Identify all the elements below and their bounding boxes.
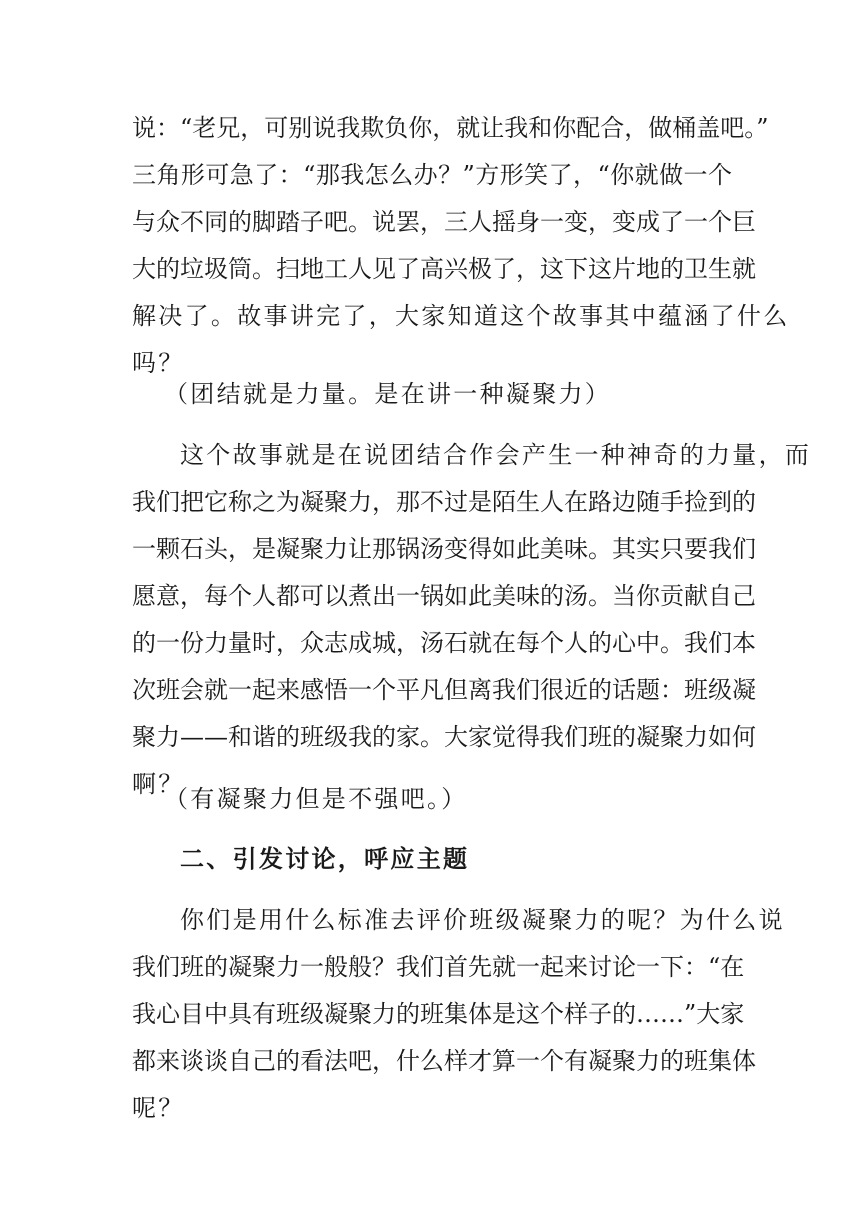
paragraph-line: 的一份力量时，众志成城，汤石就在每个人的心中。我们本 xyxy=(132,629,756,657)
paragraph-line: 愿意，每个人都可以煮出一锅如此美味的汤。当你贡献自己 xyxy=(132,582,756,610)
paragraph-line: 大的垃圾筒。扫地工人见了高兴极了，这下这片地的卫生就 xyxy=(132,255,756,283)
paragraph-line: 解决了。故事讲完了，大家知道这个故事其中蕴涵了什么 xyxy=(132,302,790,330)
paragraph-line-end: 吗？ xyxy=(132,349,185,377)
answer-text: （有凝聚力但是不强吧。） xyxy=(164,785,468,813)
paragraph-line: 我们把它称之为凝聚力，那不过是陌生人在路边随手捡到的 xyxy=(132,488,756,516)
paragraph-line: 我心目中具有班级凝聚力的班集体是这个样子的……”大家 xyxy=(132,1000,745,1028)
paragraph-line: 这个故事就是在说团结合作会产生一种神奇的力量，而 xyxy=(180,441,812,469)
paragraph-line: 你们是用什么标准去评价班级凝聚力的呢？为什么说 xyxy=(180,906,785,934)
paragraph-line-end: 啊？ xyxy=(132,770,185,798)
answer-text: （团结就是力量。是在讲一种凝聚力） xyxy=(164,380,612,408)
paragraph-line: 与众不同的脚踏子吧。说罢，三人摇身一变，变成了一个巨 xyxy=(132,208,756,236)
paragraph-line-end: 呢？ xyxy=(132,1094,185,1122)
paragraph-line: 我们班的凝聚力一般般？我们首先就一起来讨论一下：“在 xyxy=(132,953,745,981)
paragraph-line: 次班会就一起来感悟一个平凡但离我们很近的话题：班级凝 xyxy=(132,676,756,704)
section-heading: 二、引发讨论，呼应主题 xyxy=(180,844,470,873)
paragraph-line: 一颗石头，是凝聚力让那锅汤变得如此美味。其实只要我们 xyxy=(132,535,756,563)
paragraph-line: 三角形可急了：“那我怎么办？”方形笑了，“你就做一个 xyxy=(132,161,732,189)
paragraph-line: 都来谈谈自己的看法吧，什么样才算一个有凝聚力的班集体 xyxy=(132,1047,756,1075)
paragraph-line: 聚力——和谐的班级我的家。大家觉得我们班的凝聚力如何 xyxy=(132,723,756,751)
paragraph-line: 说：“老兄，可别说我欺负你，就让我和你配合，做桶盖吧。” xyxy=(132,114,769,142)
